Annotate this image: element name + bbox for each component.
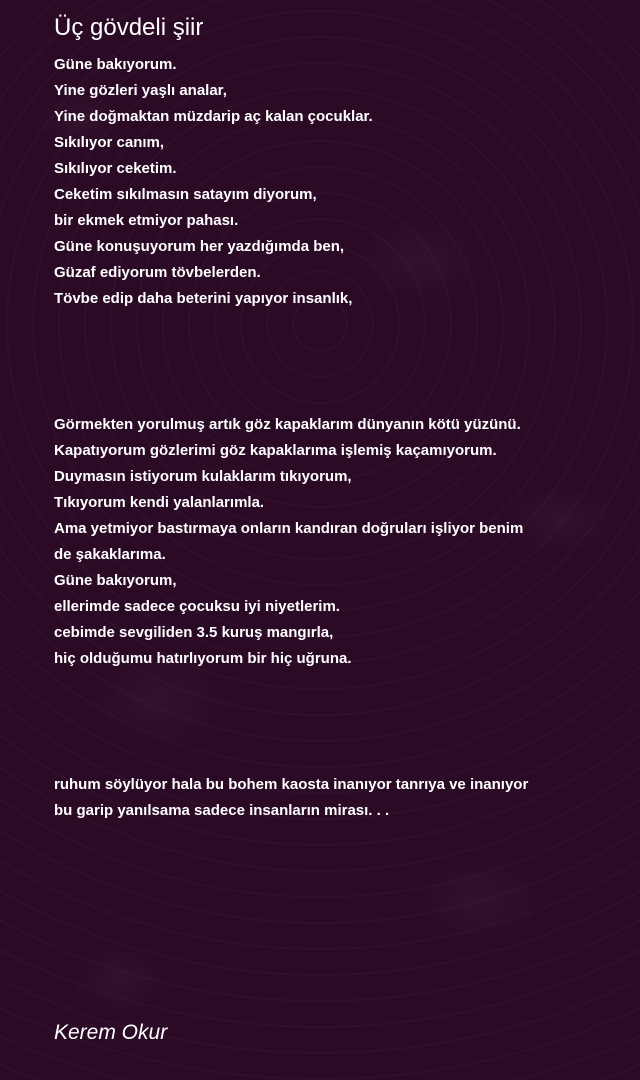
poem-line: cebimde sevgiliden 3.5 kuruş mangırla,	[54, 624, 334, 641]
poem-line: de şakaklarıma.	[54, 546, 166, 563]
poem-title: Üç gövdeli şiir	[54, 14, 204, 41]
poem-line: Sıkılıyor ceketim.	[54, 160, 177, 177]
poem-line: Duymasın istiyorum kulaklarım tıkıyorum,	[54, 468, 352, 485]
poem-line: Yine doğmaktan müzdarip aç kalan çocuklar.	[54, 108, 373, 125]
author-signature: Kerem Okur	[54, 1021, 168, 1044]
poem-line: Kapatıyorum gözlerimi göz kapaklarıma işlemiş kaçamıyorum.	[54, 442, 497, 459]
poem-line: Güzaf ediyorum tövbelerden.	[54, 264, 261, 281]
poem-line: ellerimde sadece çocuksu iyi niyetlerim.	[54, 598, 340, 615]
poem-line: Tıkıyorum kendi yalanlarımla.	[54, 494, 265, 511]
poem-line: Görmekten yorulmuş artık göz kapaklarım dünyanın kötü yüzünü.	[54, 416, 521, 433]
poem-line: Ama yetmiyor bastırmaya onların kandıran doğruları işliyor benim	[54, 520, 524, 537]
poem-line: bir ekmek etmiyor pahası.	[54, 212, 239, 229]
poem-line: Güne konuşuyorum her yazdığımda ben,	[54, 238, 345, 255]
stanza-3	[54, 772, 594, 824]
poem-line: hiç olduğumu hatırlıyorum bir hiç uğruna.	[54, 650, 352, 667]
stanza-1	[54, 52, 594, 312]
stanza-2	[54, 412, 594, 672]
poem-line: Tövbe edip daha beterini yapıyor insanlık,	[54, 290, 353, 307]
poem-line: Güne bakıyorum,	[54, 572, 177, 589]
poem-line: Ceketim sıkılmasın satayım diyorum,	[54, 186, 317, 203]
poem-line: Güne bakıyorum.	[54, 56, 177, 73]
poem-line: Yine gözleri yaşlı analar,	[54, 82, 227, 99]
poem-line: Sıkılıyor canım,	[54, 134, 165, 151]
poem-line: bu garip yanılsama sadece insanların mirası. . .	[54, 802, 390, 819]
poem-line: ruhum söylüyor hala bu bohem kaosta inanıyor tanrıya ve inanıyor	[54, 776, 529, 793]
